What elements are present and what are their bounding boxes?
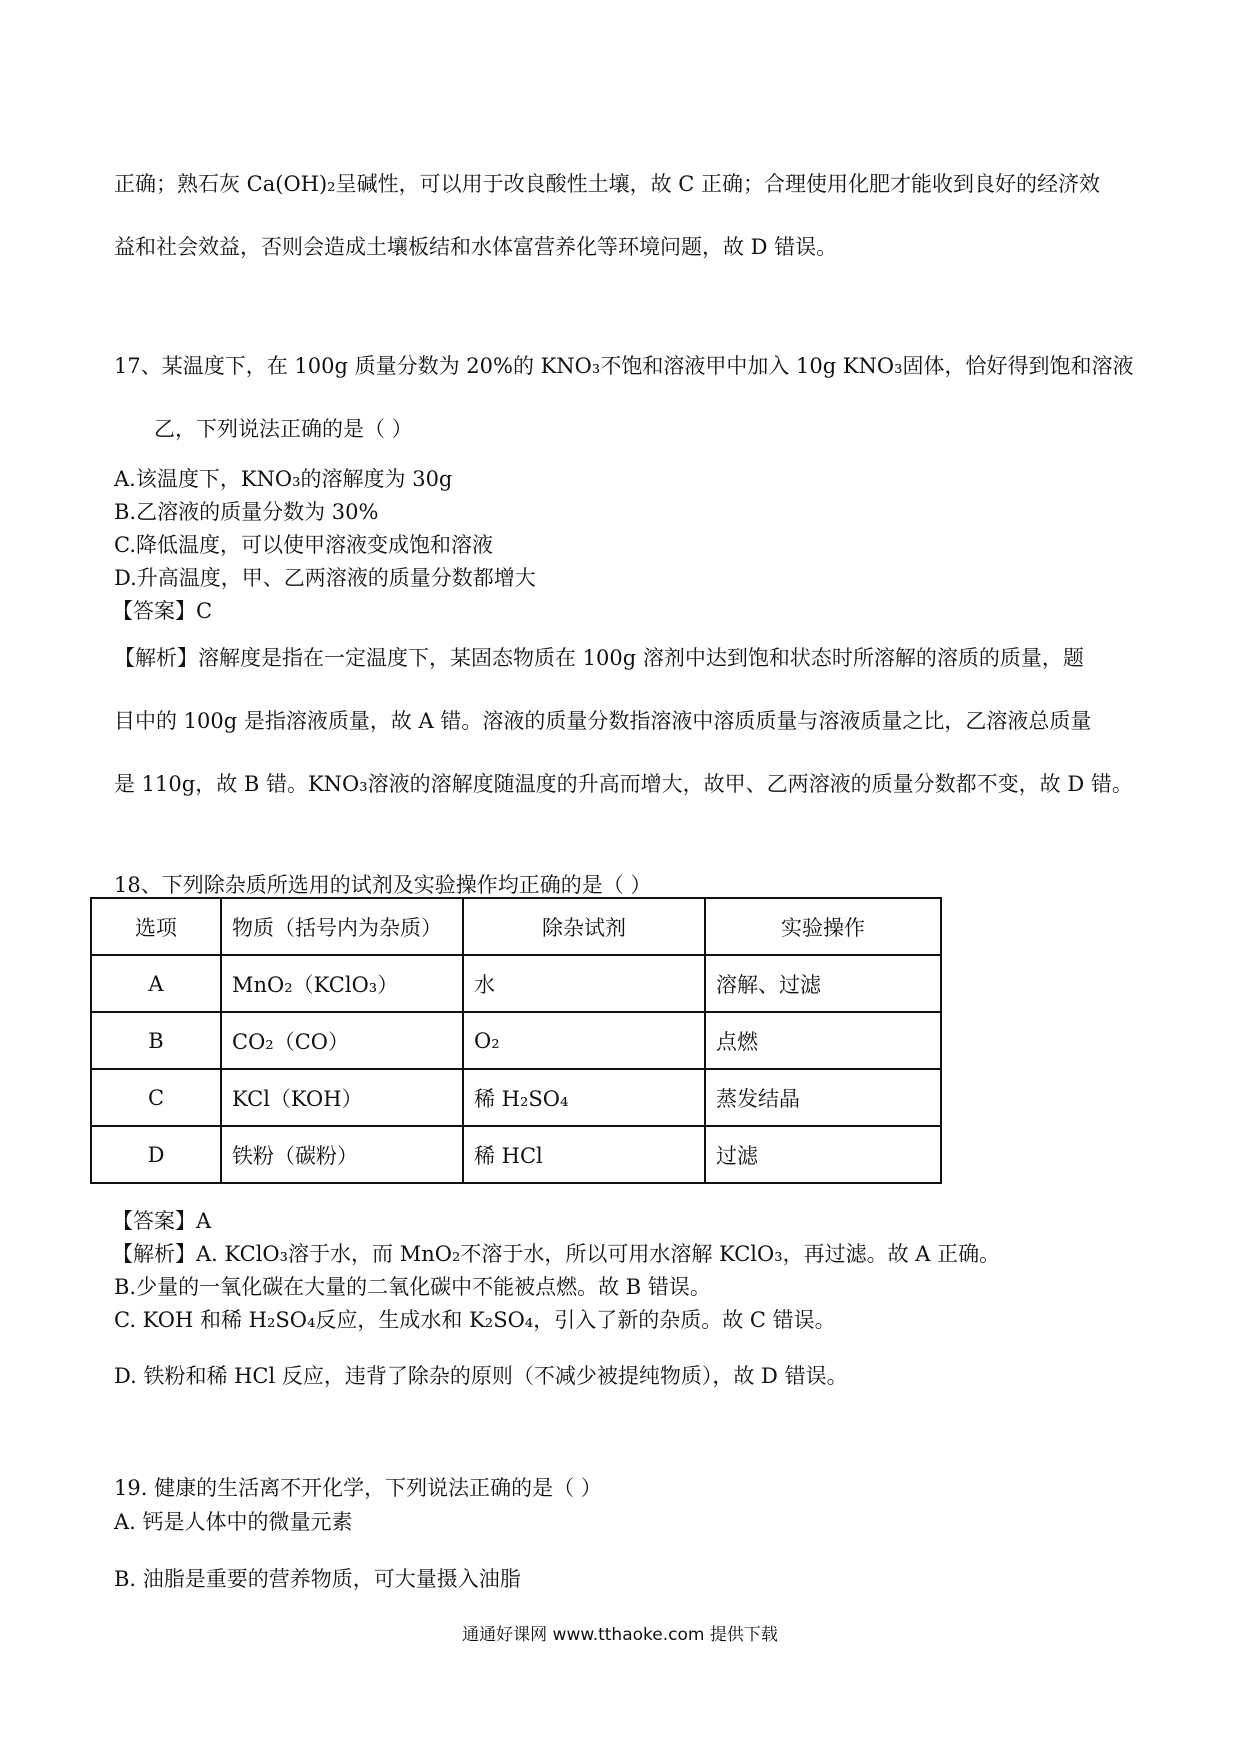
table-cell: CO₂（CO） [221,1012,463,1069]
q17-analysis-line-1: 【解析】溶解度是指在一定温度下，某固态物质在 100g 溶剂中达到饱和状态时所溶解的溶质的质量，题 [114,646,1084,670]
table-cell: 稀 H₂SO₄ [463,1069,705,1126]
table-row [91,1126,941,1183]
table-cell: 过滤 [705,1126,941,1183]
table-cell: B [91,1012,221,1069]
q18-answer: 【答案】A [112,1209,212,1233]
table-cell: 溶解、过滤 [705,955,941,1012]
q19-option-a: A. 钙是人体中的微量元素 [114,1510,353,1534]
q19-option-b: B. 油脂是重要的营养物质，可大量摄入油脂 [114,1567,521,1591]
q17-option-a: A.该温度下，KNO₃的溶解度为 30g [114,467,453,491]
q18-analysis-line-4: D. 铁粉和稀 HCl 反应，违背了除杂的原则（不减少被提纯物质），故 D 错误。 [114,1364,848,1388]
table-cell: C [91,1069,221,1126]
table-cell: 点燃 [705,1012,941,1069]
table-cell: 蒸发结晶 [705,1069,941,1126]
q17-stem-line-1: 17、某温度下，在 100g 质量分数为 20%的 KNO₃不饱和溶液甲中加入 10g KNO₃固体，恰好得到饱和溶液 [114,354,1134,378]
q18-analysis-line-2: B.少量的一氧化碳在大量的二氧化碳中不能被点燃。故 B 错误。 [114,1275,711,1299]
q17-answer: 【答案】C [112,599,213,623]
q16-line-2: 益和社会效益，否则会造成土壤板结和水体富营养化等环境问题，故 D 错误。 [114,235,838,259]
table-cell: MnO₂（KClO₃） [221,955,463,1012]
q18-stem: 18、下列除杂质所选用的试剂及实验操作均正确的是（ ） [114,873,652,897]
table-row [91,1069,941,1126]
q18-analysis-line-1: 【解析】A. KClO₃溶于水，而 MnO₂不溶于水，所以可用水溶解 KClO₃，再过滤。故 A 正确。 [112,1242,1001,1266]
q17-analysis-line-3: 是 110g，故 B 错。KNO₃溶液的溶解度随温度的升高而增大，故甲、乙两溶液的质量分数都不变，故 D 错。 [114,772,1133,796]
q18-analysis-line-3: C. KOH 和稀 H₂SO₄反应，生成水和 K₂SO₄，引入了新的杂质。故 C 错误。 [114,1308,836,1332]
q19-stem: 19. 健康的生活离不开化学，下列说法正确的是（ ） [114,1476,602,1500]
table-cell: D [91,1126,221,1183]
table-cell: O₂ [463,1012,705,1069]
q17-option-c: C.降低温度，可以使甲溶液变成饱和溶液 [114,533,493,557]
q16-line-1: 正确；熟石灰 Ca(OH)₂呈碱性，可以用于改良酸性土壤，故 C 正确；合理使用化肥才能收到良好的经济效 [114,172,1101,196]
table-cell: 水 [463,955,705,1012]
q17-analysis-line-2: 目中的 100g 是指溶液质量，故 A 错。溶液的质量分数指溶液中溶质质量与溶液质量之比，乙溶液总质量 [114,709,1092,733]
table-cell: 稀 HCl [463,1126,705,1183]
footer-download-note: 通通好课网 www.tthaoke.com 提供下载 [462,1625,778,1645]
q17-option-d: D.升高温度，甲、乙两溶液的质量分数都增大 [114,566,536,590]
table-row [91,1012,941,1069]
q18-table [90,897,942,1184]
table-header-cell: 实验操作 [705,898,941,955]
table-cell: A [91,955,221,1012]
table-header-row [91,898,941,955]
q17-option-b: B.乙溶液的质量分数为 30% [114,500,379,524]
table-header-cell: 除杂试剂 [463,898,705,955]
q17-stem-line-2: 乙，下列说法正确的是（ ） [154,417,413,441]
table-cell: KCl（KOH） [221,1069,463,1126]
table-cell: 铁粉（碳粉） [221,1126,463,1183]
table-header-cell: 物质（括号内为杂质） [221,898,463,955]
table-row [91,955,941,1012]
table-header-cell: 选项 [91,898,221,955]
